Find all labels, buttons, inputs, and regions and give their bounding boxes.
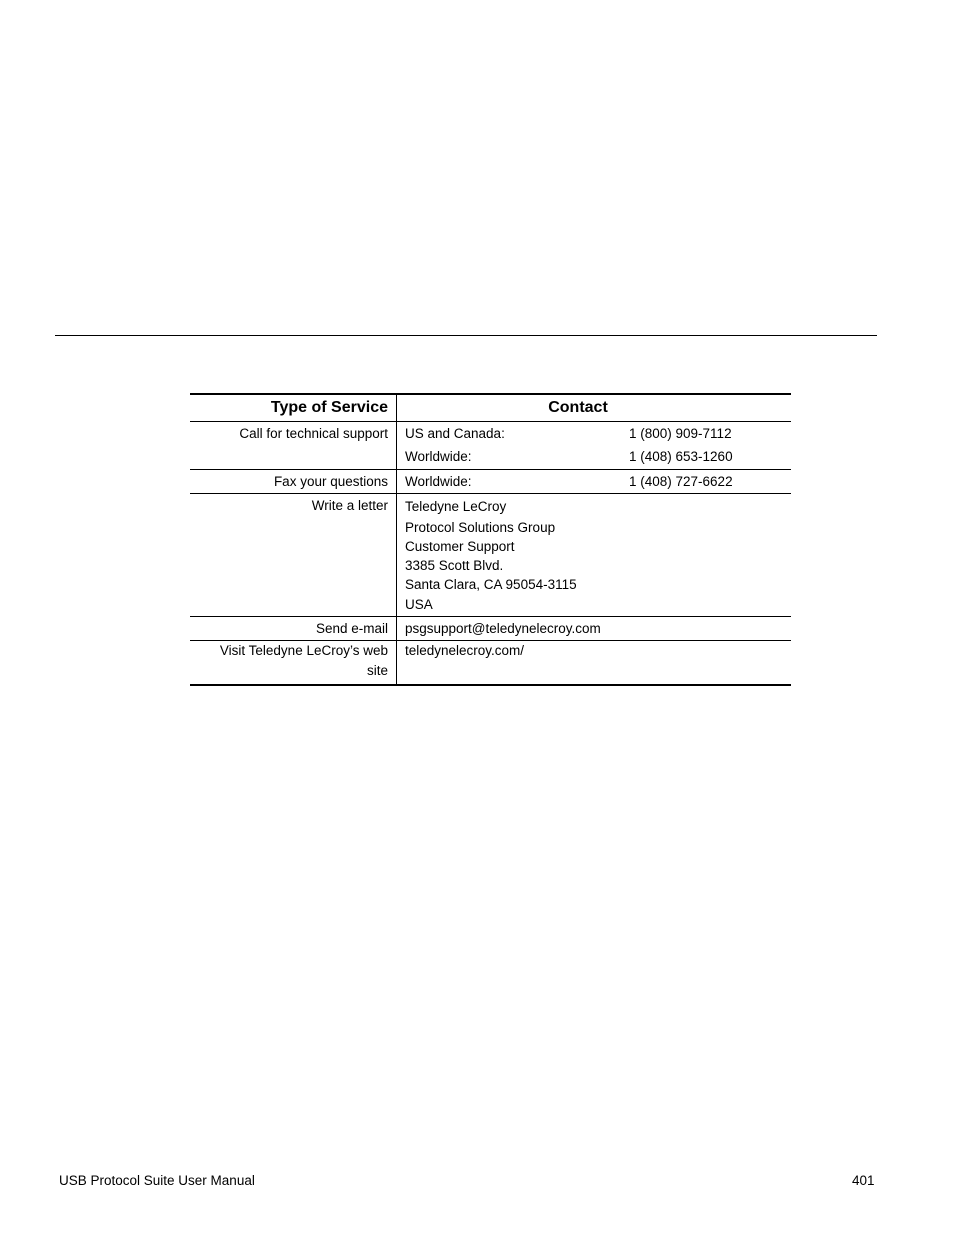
region-label: US and Canada: (405, 426, 505, 441)
address-line: Customer Support (405, 539, 515, 554)
phone-number: 1 (800) 909-7112 (629, 426, 732, 441)
region-label: Worldwide: (405, 474, 472, 489)
service-label: site (366, 663, 388, 678)
table-row-letter (190, 494, 791, 617)
header-contact: Contact (548, 399, 608, 416)
table-row-phone (190, 422, 791, 470)
service-label: Visit Teledyne LeCroy’s web (219, 643, 388, 658)
footer-page-number: 401 (852, 1173, 875, 1188)
table-header-row (190, 395, 791, 422)
address-line: 3385 Scott Blvd. (405, 558, 504, 573)
service-label: Write a letter (311, 498, 388, 513)
section-divider (55, 335, 877, 336)
address-line: USA (405, 597, 433, 612)
region-label: Worldwide: (405, 449, 472, 464)
service-label: Send e-mail (315, 621, 388, 636)
service-label: Fax your questions (273, 474, 388, 489)
address-line: Teledyne LeCroy (405, 499, 507, 514)
footer-manual-title: USB Protocol Suite User Manual (59, 1173, 255, 1188)
address-line: Santa Clara, CA 95054-3115 (405, 577, 577, 592)
phone-line (405, 424, 783, 444)
address-line: Protocol Solutions Group (405, 520, 556, 535)
fax-number: 1 (408) 727-6622 (629, 474, 733, 489)
fax-line (405, 472, 783, 493)
table-row-fax (190, 470, 791, 494)
email-address[interactable]: psgsupport@teledynelecroy.com (405, 621, 601, 636)
phone-number: 1 (408) 653-1260 (629, 449, 733, 464)
website-link[interactable]: teledynelecroy.com/ (405, 643, 525, 658)
header-type-of-service: Type of Service (190, 395, 397, 421)
contact-table (190, 393, 791, 686)
table-row-email (190, 617, 791, 641)
service-label: Call for technical support (239, 426, 388, 441)
table-row-website (190, 641, 791, 684)
phone-line (405, 444, 783, 469)
mailing-address (397, 494, 791, 616)
